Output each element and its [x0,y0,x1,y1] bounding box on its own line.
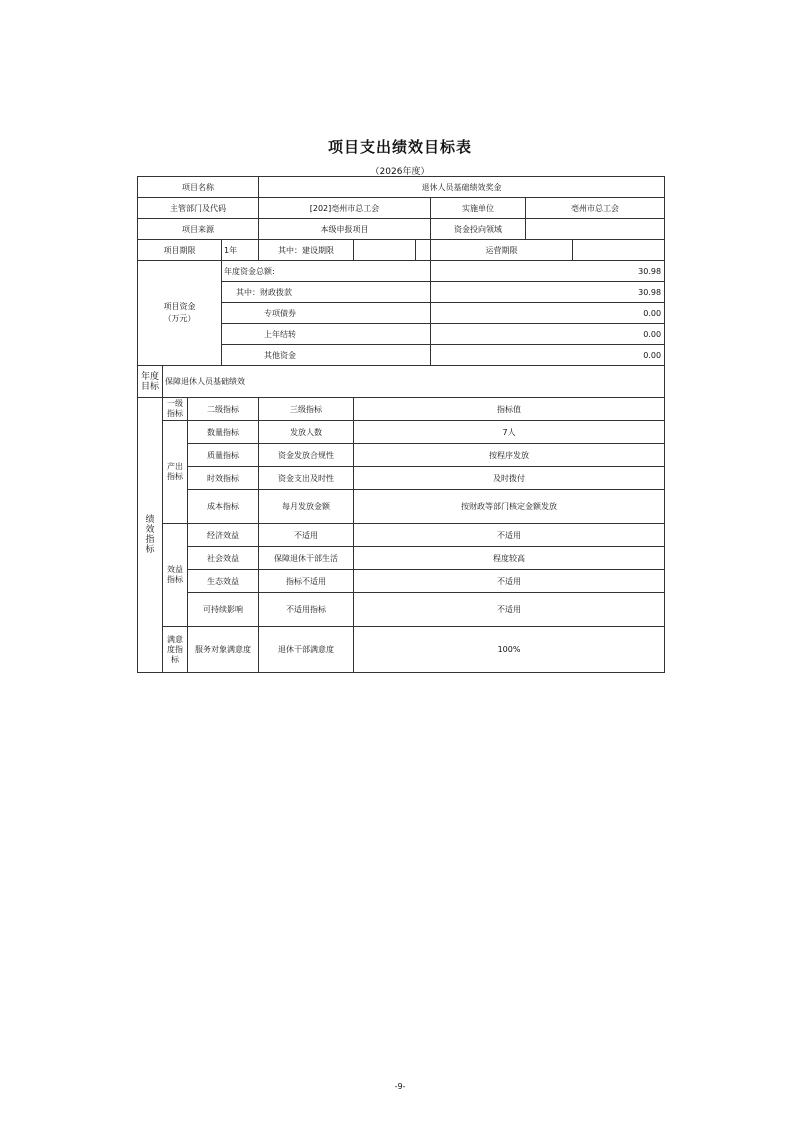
indicator-level3: 发放人数 [259,421,354,444]
indicator-row [138,547,665,570]
indicator-value: 不适用 [354,570,665,593]
indicator-level3: 不适用 [259,524,354,547]
indicator-value: 7人 [354,421,665,444]
invest-field-label: 资金投向领域 [431,219,526,240]
perf-indicators-label: 绩效指标 [138,398,163,673]
project-source-value: 本级申报项目 [259,219,431,240]
operation-period-value [573,240,665,261]
construction-period-value [354,240,416,261]
dept-code-value: [202]亳州市总工会 [259,198,431,219]
row-period [138,240,665,261]
indicator-row [138,570,665,593]
indicator-row [138,421,665,444]
indicator-level2: 质量指标 [188,444,259,467]
funds-row-label: 专项债券 [222,303,431,324]
project-period-value: 1年 [222,240,259,261]
project-name-label: 项目名称 [138,177,259,198]
row-project-name [138,177,665,198]
value-header: 指标值 [354,398,665,421]
funds-row [138,261,665,282]
project-period-label: 项目期限 [138,240,222,261]
indicator-row [138,627,665,673]
indicator-level2: 经济效益 [188,524,259,547]
indicator-level3: 资金支出及时性 [259,467,354,490]
indicator-level3: 每月发放金额 [259,490,354,524]
indicator-level2: 成本指标 [188,490,259,524]
indicator-value: 按程序发放 [354,444,665,467]
indicator-value: 按财政等部门核定金额发放 [354,490,665,524]
indicator-level2: 数量指标 [188,421,259,444]
year-subtitle: （2026年度） [370,167,430,177]
benefit-indicators-label: 效益指标 [163,524,188,627]
funds-row-amount: 0.00 [431,324,665,345]
indicator-row [138,593,665,627]
funds-row-amount: 30.98 [431,282,665,303]
invest-field-value [526,219,665,240]
funds-label: 项目资金（万元） [138,261,222,366]
indicator-row [138,490,665,524]
indicator-level2: 时效指标 [188,467,259,490]
indicator-level2: 服务对象满意度 [188,627,259,673]
project-source-label: 项目来源 [138,219,259,240]
page-title: 项目支出绩效目标表 [327,138,472,156]
indicator-level2: 生态效益 [188,570,259,593]
project-name-value: 退休人员基础绩效奖金 [259,177,665,198]
annual-goal-label: 年度目标 [138,366,163,398]
satisfaction-indicators-label: 满意度指标 [163,627,188,673]
indicator-level2: 社会效益 [188,547,259,570]
level1-header: 一级指标 [163,398,188,421]
dept-code-label: 主管部门及代码 [138,198,259,219]
level2-header: 二级指标 [188,398,259,421]
level3-header: 三级指标 [259,398,354,421]
row-source [138,219,665,240]
row-annual-goal [138,366,665,398]
operation-period-label: 运营期限 [431,240,573,261]
funds-row-label: 上年结转 [222,324,431,345]
indicator-level3: 退休干部满意度 [259,627,354,673]
spacer-cell [416,240,431,261]
funds-row-label: 年度资金总额: [222,261,431,282]
funds-row-label: 其他资金 [222,345,431,366]
page-number: -9- [394,1082,406,1091]
indicator-value: 程度较高 [354,547,665,570]
indicator-row [138,524,665,547]
output-indicators-label: 产出指标 [163,421,188,524]
indicator-level3: 指标不适用 [259,570,354,593]
indicator-header-row [138,398,665,421]
funds-row-amount: 30.98 [431,261,665,282]
indicator-value: 100% [354,627,665,673]
construction-period-label: 其中：建设期限 [259,240,354,261]
indicator-value: 不适用 [354,593,665,627]
indicator-level3: 不适用指标 [259,593,354,627]
indicator-row [138,444,665,467]
funds-row-amount: 0.00 [431,345,665,366]
annual-goal-value: 保障退休人员基础绩效 [163,366,665,398]
performance-goal-table [137,176,665,673]
funds-row-amount: 0.00 [431,303,665,324]
indicator-row [138,467,665,490]
row-dept [138,198,665,219]
indicator-level3: 保障退休干部生活 [259,547,354,570]
indicator-value: 及时拨付 [354,467,665,490]
indicator-value: 不适用 [354,524,665,547]
indicator-level3: 资金发放合规性 [259,444,354,467]
impl-unit-value: 亳州市总工会 [526,198,665,219]
indicator-level2: 可持续影响 [188,593,259,627]
impl-unit-label: 实施单位 [431,198,526,219]
funds-row-label: 其中：财政拨款 [222,282,431,303]
